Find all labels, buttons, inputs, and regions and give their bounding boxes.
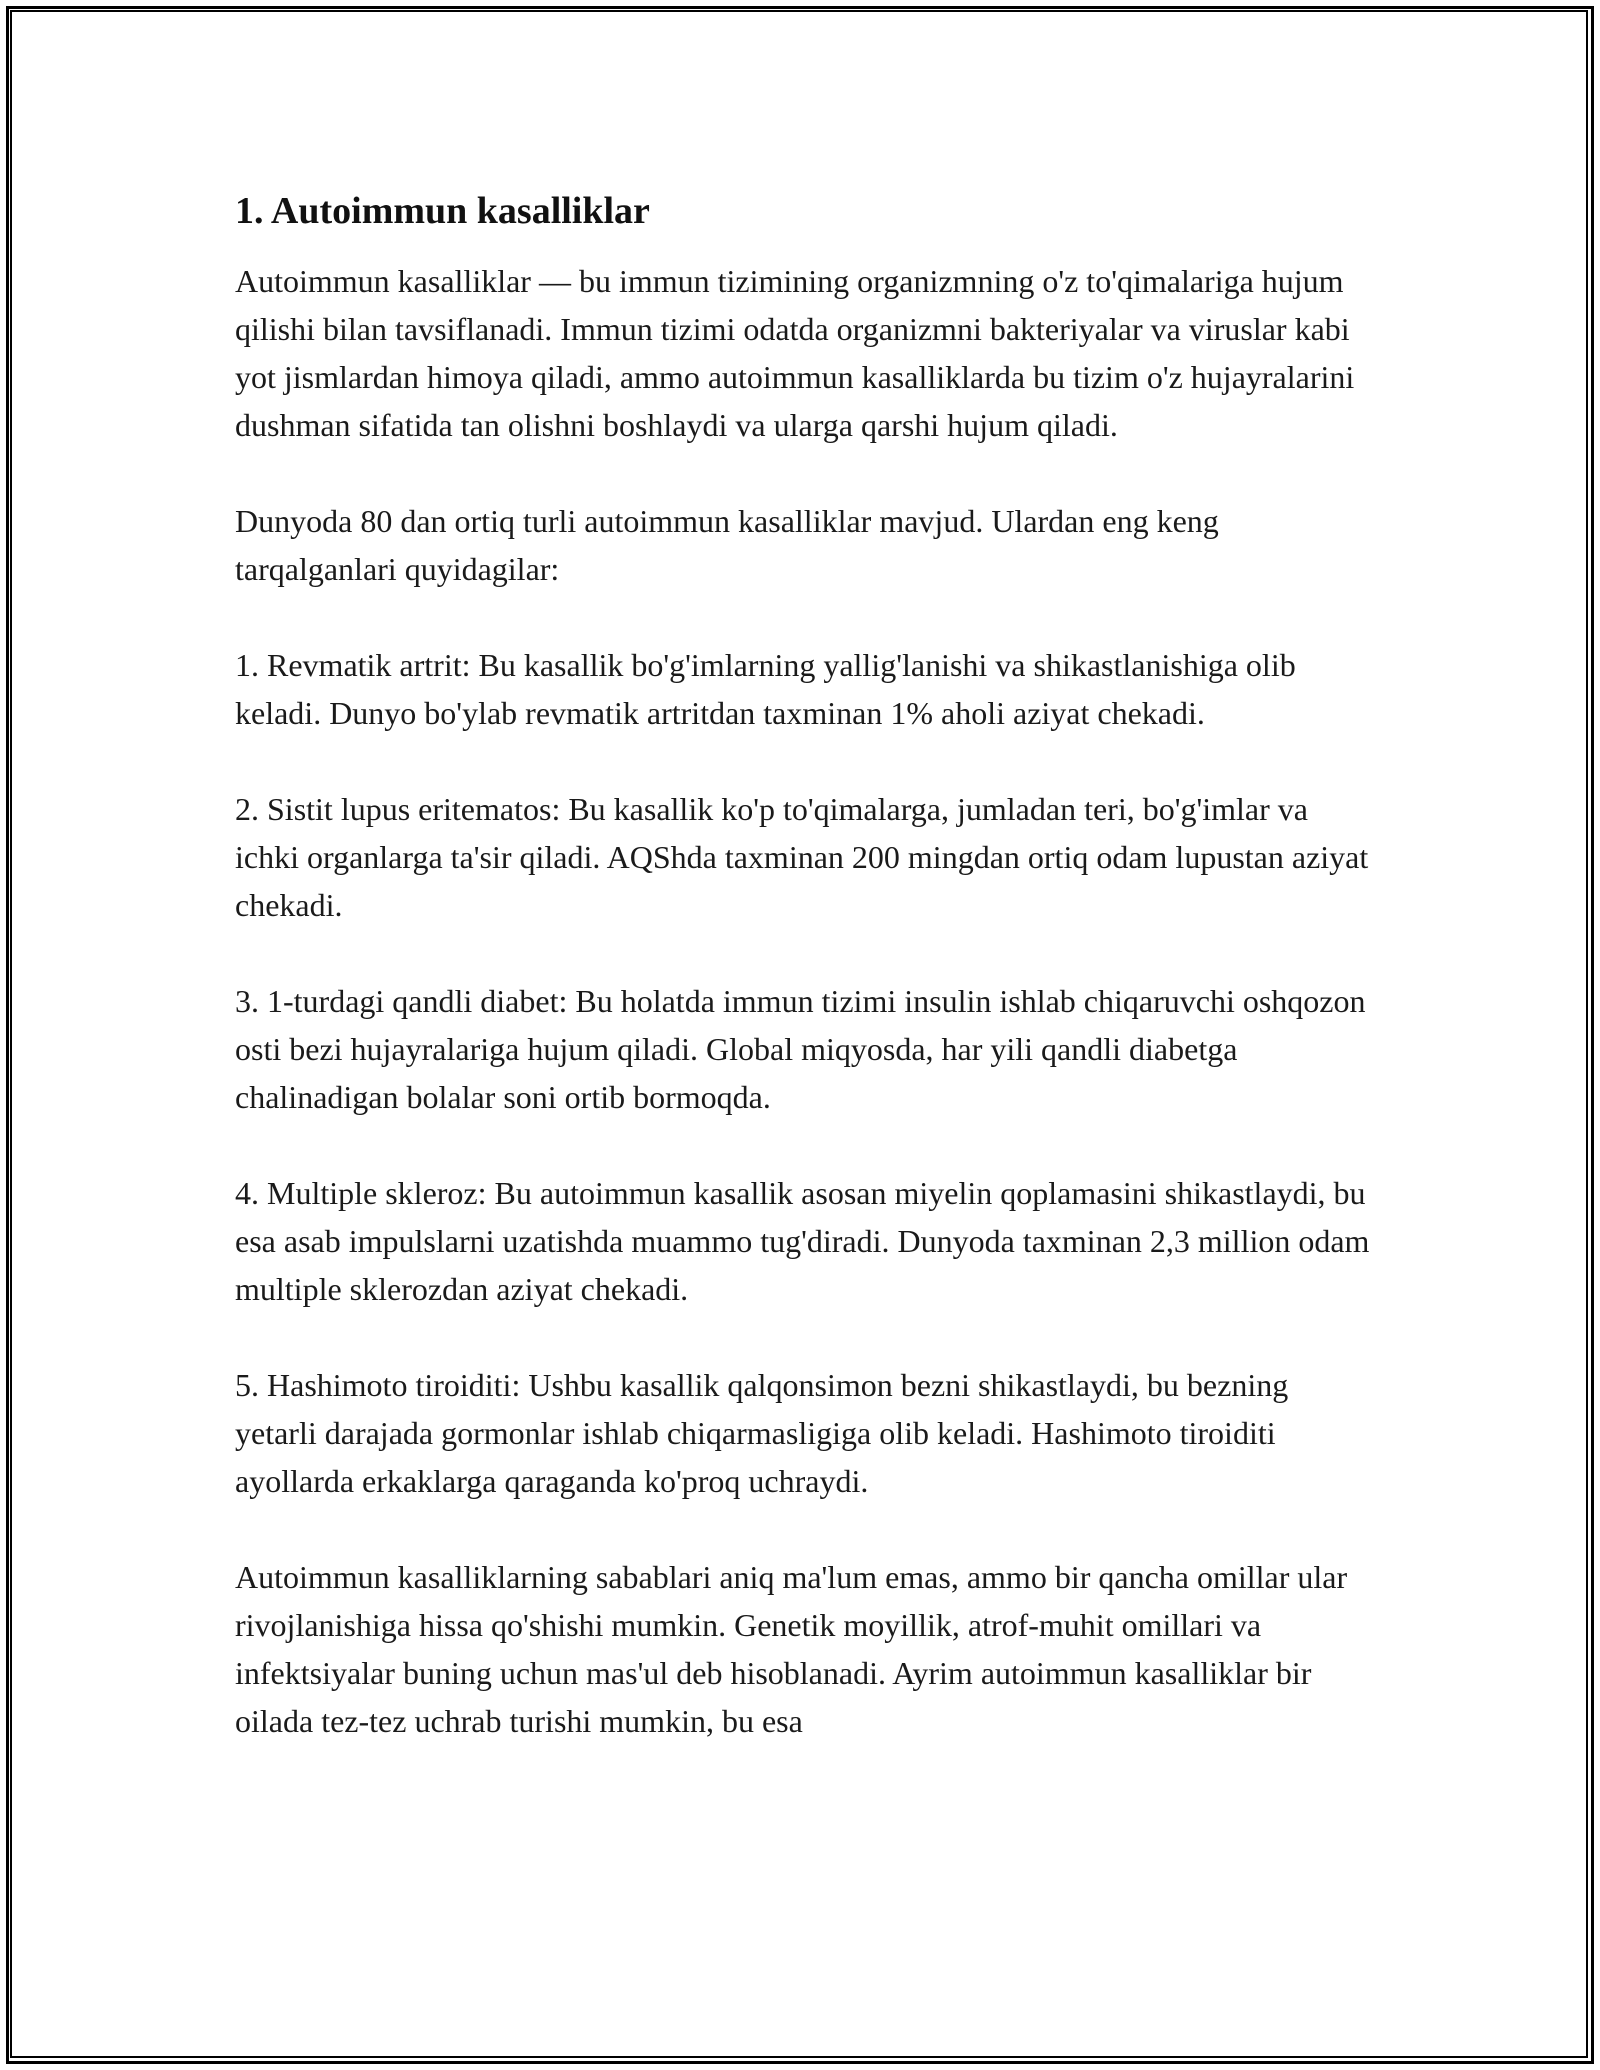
paragraph-intro: Autoimmun kasalliklar — bu immun tizimining organizmning o'z to'qimalariga hujum qilishi bilan tavsiflanadi. Immun tizimi odatda organizmni bakteriyalar va viruslar kabi yot jismlardan himoya qiladi, ammo autoimmun kasalliklarda bu tizim o'z hujayralarini dushman sifatida tan olishni boshlaydi va ularga qarshi hujum qiladi. (235, 263, 1355, 443)
paragraph-item-5: 5. Hashimoto tiroiditi: Ushbu kasallik qalqonsimon bezni shikastlaydi, bu bezning yetarli darajada gormonlar ishlab chiqarmasligiga olib keladi. Hashimoto tiroiditi ayollarda erkaklarga qaraganda ko'proq uchraydi. (235, 1367, 1289, 1499)
paragraph-item-1: 1. Revmatik artrit: Bu kasallik bo'g'imlarning yallig'lanishi va shikastlanishiga olib keladi. Dunyo bo'ylab revmatik artritdan taxminan 1% aholi aziyat chekadi. (235, 647, 1296, 731)
paragraph-count: Dunyoda 80 dan ortiq turli autoimmun kasalliklar mavjud. Ulardan eng keng tarqalganlari quyidagilar: (235, 503, 1219, 587)
section-heading: 1. Autoimmun kasalliklar (235, 190, 650, 232)
paragraph-causes: Autoimmun kasalliklarning sabablari aniq ma'lum emas, ammo bir qancha omillar ular rivojlanishiga hissa qo'shishi mumkin. Genetik moyillik, atrof-muhit omillari va infektsiyalar buning uchun mas'ul deb hisoblanadi. Ayrim autoimmun kasalliklar bir oilada tez-tez uchrab turishi mumkin, bu esa (235, 1559, 1348, 1739)
paragraph-item-4: 4. Multiple skleroz: Bu autoimmun kasallik asosan miyelin qoplamasini shikastlaydi, bu esa asab impulslarni uzatishda muammo tug'diradi. Dunyoda taxminan 2,3 million odam multiple sklerozdan aziyat chekadi. (235, 1175, 1370, 1307)
paragraph-item-3: 3. 1-turdagi qandli diabet: Bu holatda immun tizimi insulin ishlab chiqaruvchi oshqozon osti bezi hujayralariga hujum qiladi. Global miqyosda, har yili qandli diabetga chalinadigan bolalar soni ortib bormoqda. (235, 983, 1366, 1115)
paragraph-item-2: 2. Sistit lupus eritematos: Bu kasallik ko'p to'qimalarga, jumladan teri, bo'g'imlar va ichki organlarga ta'sir qiladi. AQShda taxminan 200 mingdan ortiq odam lupustan aziyat chekadi. (235, 791, 1369, 923)
document-body (235, 187, 1375, 1745)
